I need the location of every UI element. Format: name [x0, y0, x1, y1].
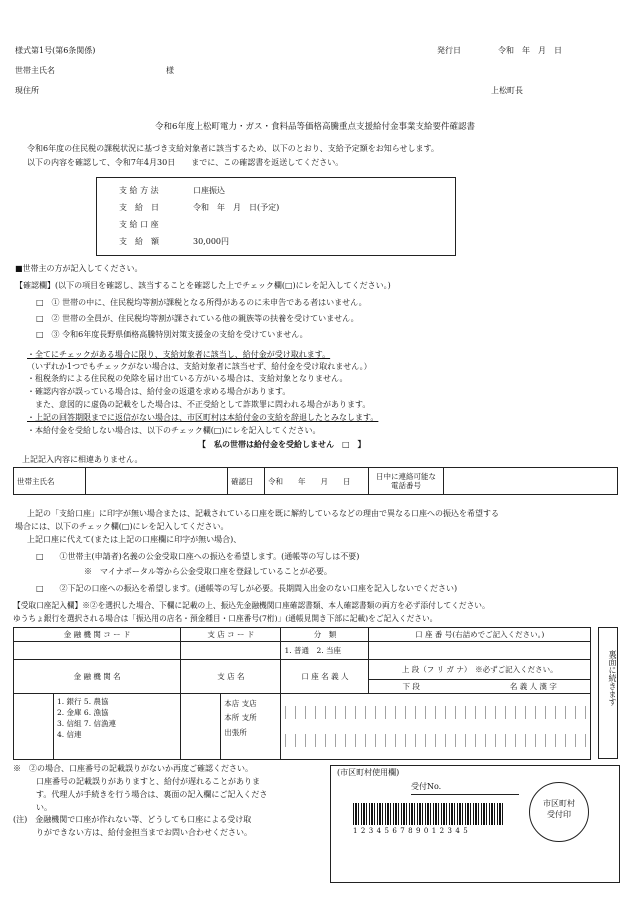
account-option-2[interactable]: □ ②下記の口座への振込を希望します。(通帳等の写しが必要。長期間入出金のない口座を記入しないでください): [36, 584, 458, 593]
side-note-box: [598, 627, 618, 759]
bank-name-header: 金 融 機 関 名: [14, 660, 181, 694]
confirm-item-3[interactable]: □ ③ 令和6年度長野県価格高騰特別対策支援金の支給を受けていません。: [36, 330, 308, 339]
holder-grid[interactable]: [281, 694, 591, 760]
branch-code-header: 支 店 コ ー ド: [181, 628, 281, 642]
footer-note-3: す。代理人が手続きを行う場合は、裏面の記入欄にご記入くださ: [36, 790, 268, 799]
note-5: また、意図的に虚偽の記載をした場合は、不正受給として詐欺罪に問われる場合があります。: [27, 400, 371, 409]
sama-suffix: 様: [166, 66, 174, 75]
receipt-stamp: [529, 782, 589, 842]
barcode-digits: 1 2 3 4 5 6 7 8 9 0 1 2 3 4 5: [353, 827, 469, 835]
note-7: ・本給付金を受給しない場合は、以下のチェック欄(□)にレを記入してください。: [27, 426, 321, 435]
payment-box: [96, 177, 456, 256]
note-3: ・租税条約による住民税の免除を届け出ている方がいる場合は、支給対象となりません。: [27, 374, 348, 383]
bank-name-field[interactable]: [14, 694, 54, 760]
bank-table: [13, 627, 591, 760]
type-header: 分 類: [281, 628, 369, 642]
confirm-intro: 【確認欄】(以下の項目を確認し、該当することを確認した上でチェック欄(□)にレを記入してください。): [15, 281, 391, 290]
side-note: 裏面に続きます: [608, 650, 617, 706]
confirm-date-label: 確認日: [228, 468, 265, 495]
form-number: 様式第1号(第6条関係): [15, 46, 96, 55]
branch-types[interactable]: [221, 694, 281, 760]
barcode: [353, 803, 503, 825]
phone-label-line-2: 電話番号: [391, 481, 421, 490]
bank-code-header: 金 融 機 関 コ ー ド: [14, 628, 181, 642]
account-label: 支 給 口 座: [119, 220, 159, 229]
phone-label-line-1: 日中に連絡可能な: [376, 471, 436, 481]
type-options[interactable]: 1. 普通 2. 当座: [281, 642, 369, 660]
holder-header: 口 座 名 義 人: [281, 660, 369, 694]
account-no-field[interactable]: [369, 642, 591, 660]
method-label: 支 給 方 法: [119, 186, 159, 195]
agree-line: 上記記入内容に相違ありません。: [22, 455, 143, 464]
footer-note-2: 口座番号の記載誤りがありますと、給付が遅れることがありま: [36, 777, 260, 786]
lower-header: [369, 680, 591, 694]
householder-name-label: 世帯主氏名: [14, 468, 86, 495]
account-no-header: 口 座 番 号(右詰めでご記入ください。): [369, 628, 591, 642]
footer-note-1: ※ ②の場合、口座番号の記載誤りがないか再度ご確認ください。: [13, 764, 253, 773]
receipt-line-1: 【受取口座記入欄】※②を選択した場合、下欄に記載の上、振込先金融機関口座確認書類、本人確認書類の両方を必ず添付してください。: [13, 601, 490, 610]
footer-note-6: りができない方は、給付金担当までお問い合わせください。: [36, 828, 252, 837]
branch-type-1[interactable]: 本店 支店: [224, 699, 257, 708]
office-use-title: (市区町村使用欄): [337, 768, 400, 777]
phone-field[interactable]: [444, 468, 618, 495]
account-note-1: 上記の「支給口座」に印字が無い場合または、記載されている口座を既に解約しているなどの理由で異なる口座への振込を希望する: [27, 509, 499, 518]
institution-types[interactable]: [54, 694, 181, 760]
page-title: 令和6年度上松町電力・ガス・食料品等価格高騰重点支援給付金事業支給要件確認書: [155, 122, 475, 132]
confirm-item-1[interactable]: □ ① 世帯の中に、住民税均等割が課税となる所得があるのに未申告である者はいません。: [36, 298, 367, 307]
account-note-3: 上記口座に代えて(または上記の口座欄に印字が無い場合)、: [27, 535, 242, 544]
signature-table: [13, 467, 618, 495]
receipt-no-label: 受付No.: [411, 782, 442, 791]
footer-note-5: (注) 金融機関で口座が作れない等、どうしても口座による受け取: [13, 815, 252, 824]
account-option-note: ※ マイナポータル等から公金受取口座を登録していることが必要。: [84, 567, 332, 576]
issue-date-value: 令和 年 月 日: [498, 46, 562, 55]
note-1: ・全てにチェックがある場合に限り、支給対象者に該当し、給付金が受け取れます。: [27, 350, 331, 359]
lower-label: 下 段: [402, 682, 420, 691]
householder-name-field[interactable]: [86, 468, 228, 495]
householder-section-title: ■世帯主の方が記入してください。: [15, 264, 143, 273]
confirm-date-field[interactable]: 令和 年 月 日: [265, 468, 369, 495]
kanji-cells: [285, 734, 586, 747]
note-2: （いずれか1つでもチェックがない場合は、支給対象者に該当せず、給付金を受け取れません。）: [27, 362, 372, 371]
footer-note-4: い。: [36, 803, 52, 812]
kana-header: 上 段（フ リ ガ ナ） ※必ずご記入ください。: [369, 660, 591, 680]
inst-type-2[interactable]: 2. 金庫 6. 漁協: [57, 707, 109, 717]
confirm-item-2[interactable]: □ ② 世帯の全員が、住民税均等割が課されている他の親族等の扶養を受けていません。: [36, 314, 359, 323]
date-value: 令和 年 月 日(予定): [193, 203, 280, 212]
branch-name-header: 支 店 名: [181, 660, 281, 694]
stamp-line-2: 受付印: [547, 809, 571, 819]
kanji-label: 名 義 人 漢 字: [509, 682, 557, 691]
account-note-2: 場合には、以下のチェック欄(□)にレを記入してください。: [15, 522, 229, 531]
kana-cells: [285, 706, 586, 719]
householder-label: 世帯主氏名: [15, 66, 55, 75]
branch-code-field[interactable]: [181, 642, 281, 660]
issue-date-label: 発行日: [437, 46, 461, 55]
intro-line-2: 以下の内容を確認して、令和7年4月30日 までに、この確認書を返送してください。: [27, 158, 344, 167]
inst-type-3[interactable]: 3. 信組 7. 信漁連: [57, 718, 116, 728]
note-6: ・上記の回答期限までに返信がない場合は、市区町村は本給付金の支給を辞退したとみなします。: [27, 413, 379, 422]
receipt-no-underline: [411, 794, 519, 795]
inst-type-1[interactable]: 1. 銀行 5. 農協: [57, 697, 109, 706]
office-use-box: [330, 765, 620, 883]
branch-name-field[interactable]: [181, 694, 221, 760]
method-value: 口座振込: [193, 186, 225, 195]
inst-type-4[interactable]: 4. 信連: [57, 729, 82, 739]
branch-type-3[interactable]: 出張所: [224, 727, 247, 737]
phone-label: [369, 468, 444, 495]
decline-checkbox-line[interactable]: 【 私の世帯は給付金を受給しません □ 】: [198, 439, 366, 449]
note-4: ・確認内容が誤っている場合は、給付金の返還を求める場合があります。: [27, 387, 291, 396]
stamp-line-1: 市区町村: [543, 799, 575, 808]
bank-code-field[interactable]: [14, 642, 181, 660]
receipt-line-2: ゆうちょ銀行を選択される場合は「振込用の店名・預金種目・口座番号(7桁)」(通帳見開き下部に記載)をご記入ください。: [13, 614, 438, 623]
amount-label: 支 給 額: [119, 237, 159, 246]
date-label: 支 給 日: [119, 203, 159, 212]
issuer: 上松町長: [491, 86, 523, 95]
amount-value: 30,000円: [193, 237, 229, 246]
intro-line-1: 令和6年度の住民税の課税状況に基づき支給対象者に該当するため、以下のとおり、支給予定額をお知らせします。: [27, 144, 439, 153]
account-option-1[interactable]: □ ①世帯主(申請者)名義の公金受取口座への振込を希望します。(通帳等の写しは不要): [36, 552, 360, 561]
address-label: 現住所: [15, 86, 39, 95]
branch-type-2[interactable]: 本所 支所: [224, 713, 257, 723]
